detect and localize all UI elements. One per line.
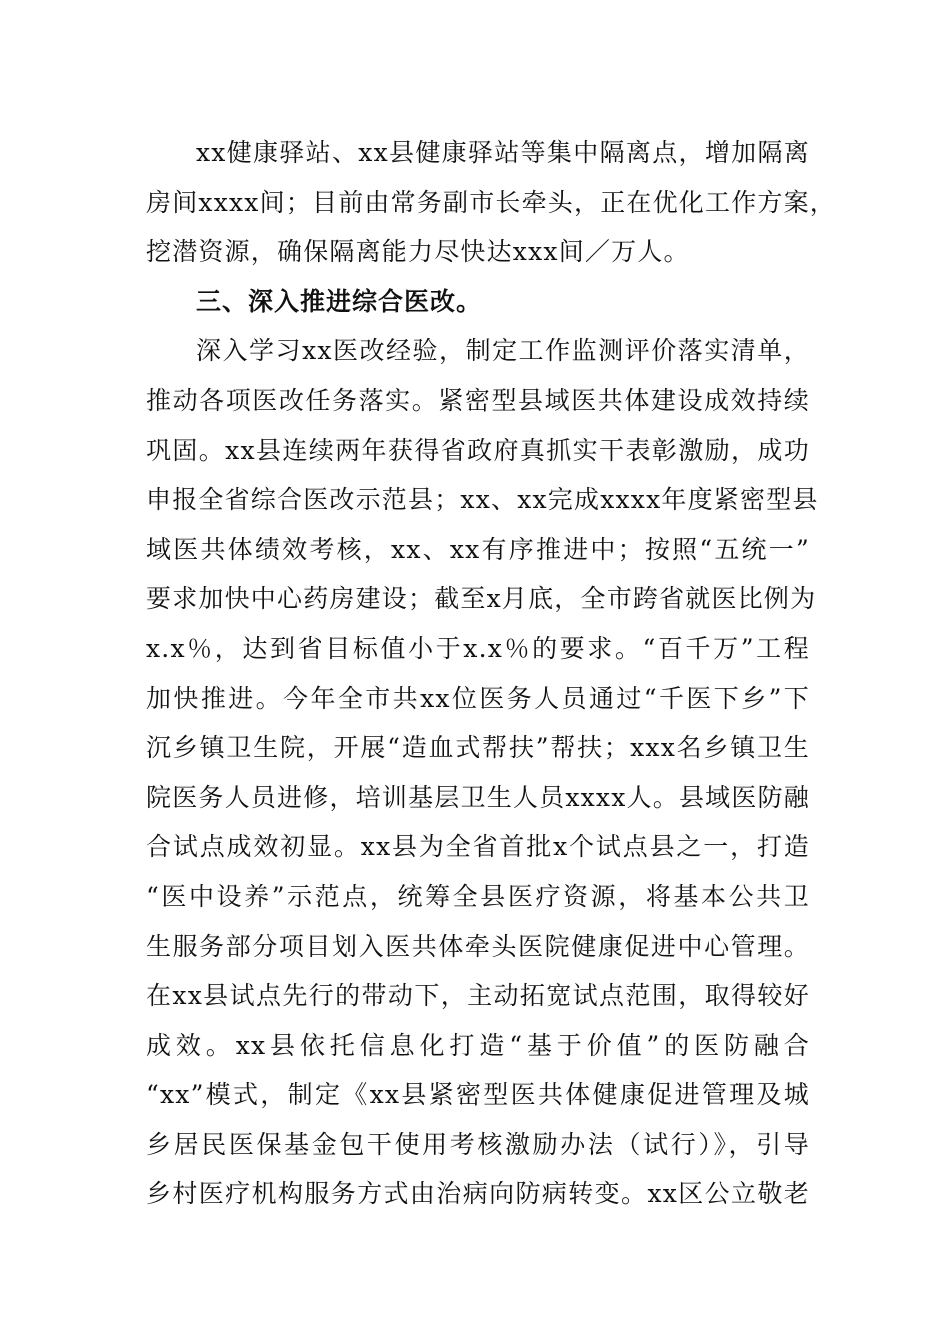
text-line: 生服务部分项目划入医共体牵头医院健康促进中心管理。 xyxy=(146,931,810,961)
text-line: 乡村医疗机构服务方式由治病向防病转变。xx区公立敬老 xyxy=(146,1179,810,1209)
text-line: 在xx县试点先行的带动下，主动拓宽试点范围，取得较好 xyxy=(146,981,810,1011)
text-line: “xx”模式，制定《xx县紧密型医共体健康促进管理及城 xyxy=(146,1080,810,1110)
text-line: 挖潜资源，确保隔离能力尽快达xxx间／万人。 xyxy=(146,237,690,267)
text-line: 推动各项医改任务落实。紧密型县域医共体建设成效持续 xyxy=(146,385,810,415)
section-heading: 三、深入推进综合医改。 xyxy=(196,286,483,316)
text-line: 乡居民医保基金包干使用考核激励办法（试行）》，引导 xyxy=(146,1129,810,1159)
text-line: “医中设养”示范点，统筹全县医疗资源，将基本公共卫 xyxy=(146,881,810,911)
text-line: 要求加快中心药房建设；截至x月底，全市跨省就医比例为 xyxy=(146,584,817,614)
paragraph-isolation xyxy=(146,128,836,277)
text-line: x.x％，达到省目标值小于x.x％的要求。“百千万”工程 xyxy=(146,633,810,663)
text-line: 加快推进。今年全市共xx位医务人员通过“千医下乡”下 xyxy=(146,683,810,713)
text-line: 申报全省综合医改示范县；xx、xx完成xxxx年度紧密型县 xyxy=(146,485,819,515)
text-line: 院医务人员进修，培训基层卫生人员xxxx人。县域医防融 xyxy=(146,782,810,812)
text-line: 巩固。xx县连续两年获得省政府真抓实干表彰激励，成功 xyxy=(146,435,810,465)
text-line: 沉乡镇卫生院，开展“造血式帮扶”帮扶；xxx名乡镇卫生 xyxy=(146,733,810,763)
text-line: 域医共体绩效考核，xx、xx有序推进中；按照“五统一” xyxy=(146,534,810,564)
document-body xyxy=(146,128,836,1219)
text-line: 深入学习xx医改经验，制定工作监测评价落实清单， xyxy=(196,336,810,366)
text-line: 合试点成效初显。xx县为全省首批x个试点县之一，打造 xyxy=(146,832,810,862)
paragraph-medical-reform xyxy=(146,326,819,1219)
text-line: xx健康驿站、xx县健康驿站等集中隔离点，增加隔离 xyxy=(196,138,810,167)
text-line: 成效。xx县依托信息化打造“基于价值”的医防融合 xyxy=(146,1030,810,1060)
text-line: 房间xxxx间；目前由常务副市长牵头，正在优化工作方案， xyxy=(146,187,836,217)
